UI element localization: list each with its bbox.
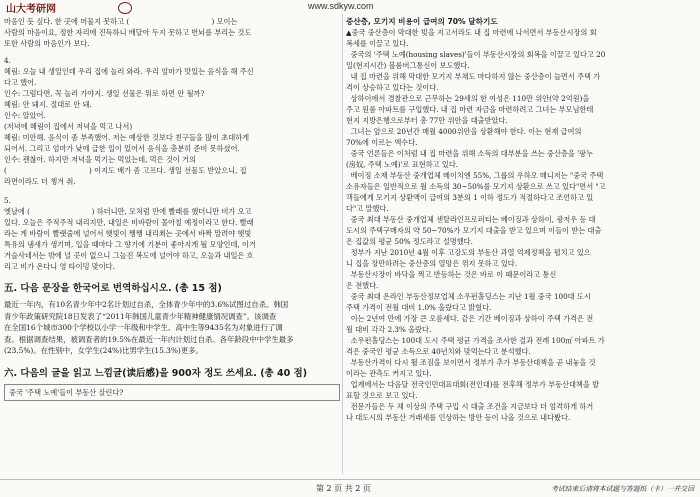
question-4-number: 4. xyxy=(4,56,11,65)
logo-mark-icon xyxy=(118,2,132,14)
column-divider xyxy=(342,14,343,474)
left-column xyxy=(4,16,340,401)
section-6-title: 六. 다음의 글을 읽고 느낌글(读后感)을 900자 정도 쓰세요. (총 40 점) xyxy=(4,367,308,379)
question-3-text: 마음인 듯 싶다. 한 곳에 머물지 못하고 ( ) 모이는 사람의 마음이요, 정한 자리에 진득하니 배달아 두지 못하고 번뇌를 부리는 것도 또한 사람의 마음인가 보다. xyxy=(4,17,252,48)
article-lead: ▲중국 중산층이 막대한 빚을 지고서라도 내 집 마련에 나서면서 부동산시장의 회 xyxy=(346,28,597,37)
page-number: 第 2 页 共 2 页 xyxy=(316,484,371,493)
question-5-number: 5. xyxy=(4,196,11,205)
site-url: www.sdkyw.com xyxy=(308,1,374,11)
chinese-passage: 最近一年内，有10名青少年中2名计划过自杀，全体青少年中的3.6%试图过自杀。韩国 青少年政策研究院18日发表了“2011年韩国儿童青少年精神健康情况调查”。该调查 在全国16个城市300个学校以小学一年级和中学生、高中生等9435名为对象进行了调 查。根据调查结果，被调查者的19.5%在最近一年内计划过自杀。各年龄段中中学生最多 (23.5%)。在性别中，女学生(24%)比男学生(15.3%)更多。 xyxy=(4,300,294,355)
article-headline: 중산층, 모기지 비용이 급여의 70% 달하기도 xyxy=(346,17,498,26)
page-header xyxy=(0,0,700,14)
right-column xyxy=(346,16,696,423)
section-5-title: 五. 다음 문장을 한국어로 번역하십시오. (총 15 점) xyxy=(4,283,222,294)
question-4-dialogue: 혜림: 오늘 내 생일인데 우리 집에 놀러 와라. 우리 엄마가 맛있는 음식을 해 주신 다고 했어. 인수: 그럼다면, 꼭 놀러 가야지. 생일 선물은 뭐로 하면 안 될까? 혜림: 안 돼지. 절대로 안 돼. 인수: 알았어. (저녁에 혜림이 집에서 저녁을 먹고 나서) 혜림: 미안해. 음식이 좀 부족했어. 저는 예상한 것보다 친구들을 많이 초대하게 되어서. 그리고 엄마가 낮에 급한 일이 있어서 음식을 충분히 준비 못하셨어. 인수: 괜찮아. 하지만 저녁을 먹기는 먹었는데, 먹은 것이 거의 ( ) 이지도 배가 좀 고프다. 생일 선물도 받았으니, 집 라면이라도 더 챙겨 줘. xyxy=(4,67,254,186)
page-footer xyxy=(0,479,700,497)
question-5-text: 옛날에 ( ) 하더니만, 모처럼 만에 빨래를 했더니만 비가 오고 있다. 오늘은 주적주적 내리지만, 내일은 비바람이 몰아칠 예정이라고 한다. 빨래 라는 게 바람이 빨랫줄에 널어서 햇빛이 쨍쨍 내리쬐는 곳에서 바짝 말려야 햇빛 특유의 냄새가 생기며, 입을 때마다 그 향기에 기분이 좋아지게 될 모양인데, 이거 거슬사네서는 밖에 널 곳이 없으니 그늘진 복도에 널어야 하고, 오늘과 내일은 흐 리고 비가 온다니 영 타이밍 맞이다. xyxy=(4,207,256,271)
reading-passage-title: 중국 '주택 노예'들이 부동산 살린다? xyxy=(4,384,340,401)
site-title: 山大考研网 xyxy=(6,4,56,15)
article-body: 복세를 이끌고 있다. 중국의 '주택 노예(housing slaves)'들이 부동산시장의 회복을 이끌고 있다고 20 일(현지시간) 블룸버그통신이 보도했다. 내 집 마련을 위해 막대한 모기지 부채도 마다하지 않는 중산층이 늘면서 주택 가 격이 상승하고 있다는 것이다. 상하이에서 경찰관으로 근무하는 29세의 한 여성은 110만 위안(약 2억원)을 주고 원룸 아파트를 구입했다. 내 집 마련 자금을 마련하려고 그녀는 부모님한테 현지 지방은행으로부터 총 77만 위안을 대출받았다. 그녀는 앞으로 20년간 매월 4000위안을 상환해야 한다. 이는 현재 급여의 70%에 이르는 액수다. 중국 언론들은 이처럼 내 집 마련을 위해 소득의 대부분을 쓰는 중산층을 '팡누 (房奴, 주택 노예)'로 표현하고 있다. 베이징 소재 부동산 중개업체 메이치엔 55%, 그룹의 우하오 매니저는 "중국 주택 소유자들은 일반적으로 월 소득의 30~50%를 모기지 상환으로 쓰고 있다"면서 "고 객들에게 모기지 상환액이 급여의 3분의 1 이하 정도가 적절하다고 조언하고 있 다"고 말했다. 중국 최대 부동산 중개업체 센탈라인프로퍼티는 베이징과 상하이, 광저우 등 대 도시의 주택구매자의 약 50~70%가 모기지 대출을 받고 있으며 이들이 받는 대출 은 집값의 평균 50% 정도라고 설명했다. 정부가 지난 2010년 4월 이후 고강도의 부동산 과열 억제정책을 펼치고 있으 니 집을 장만하려는 중산층의 열망은 꺾지 못하고 있다. 부동산시장이 바닥을 찍고 반등하는 것은 바로 이 때문이라고 통신 은 전했다. 중국 최대 온라인 부동산정보업체 소우펀홀딩스는 지난 1월 중국 100대 도시 주택 가격이 전월 대비 1.0% 올랐다고 밝혔다. 이는 2년여 만에 가장 큰 오름세다. 같은 기간 베이징과 상하이 주택 가격은 전 월 대비 각각 2.3% 올랐다. 소우펀홀딩스는 100대 도시 주택 평균 가격을 조사한 결과 전례 100㎡ 아파트 가 격은 중국인 평균 소득으로 40년치와 맞먹는다고 분석했다. 부동산가격이 다시 뛸 조짐을 보이면서 정부가 추가 부동산대책을 곧 내놓을 것 이라는 관측도 커지고 있다. 업계에서는 다음달 전국인민대표대회(전인대)를 전후해 정부가 부동산대책을 발 표할 것으로 보고 있다. 전문가들은 두 채 이상의 주택 구입 시 대출 조건을 지금보다 더 엄격하게 하거 나 대도시의 부동산 거래세를 인상하는 방안 등이 나올 것으로 내다봤다. xyxy=(346,39,606,422)
footer-note: 考试结束后请将本试题与答题纸（卡）一并交回 xyxy=(551,485,694,493)
